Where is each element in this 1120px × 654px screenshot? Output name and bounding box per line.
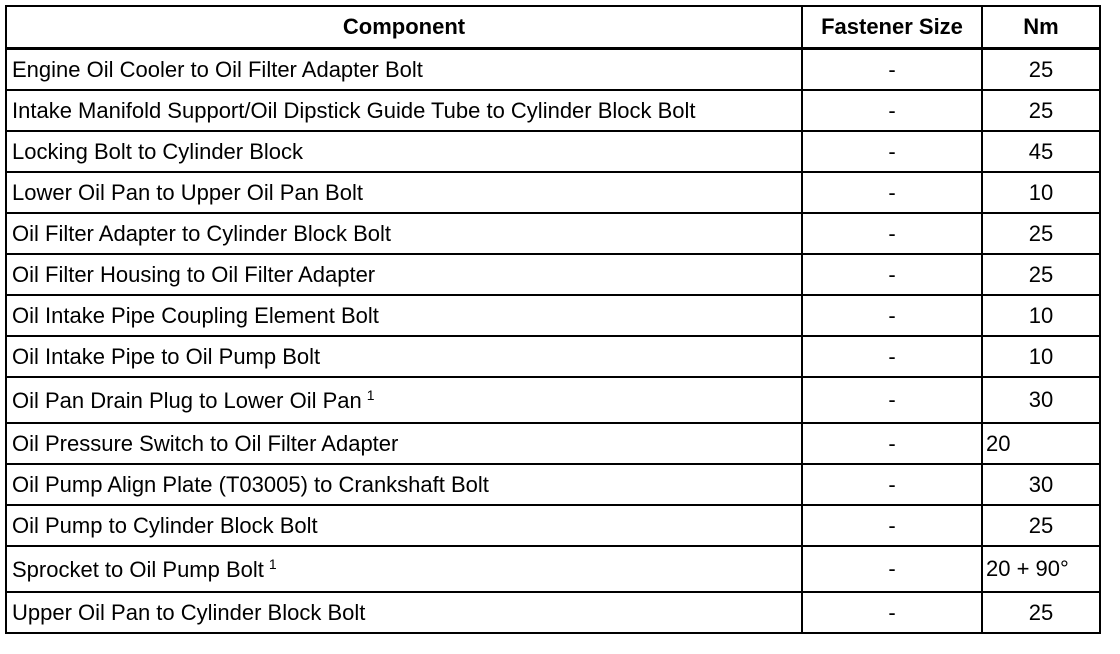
component-cell: [6, 131, 802, 172]
fastener-size-cell: -: [802, 90, 982, 131]
component-cell: [6, 213, 802, 254]
fastener-size-cell: -: [802, 295, 982, 336]
component-text: Lower Oil Pan to Upper Oil Pan Bolt: [12, 179, 363, 205]
table-row: [6, 464, 1100, 505]
component-cell: [6, 464, 802, 505]
torque-nm-cell: 10: [982, 295, 1100, 336]
footnote-marker: 1: [366, 386, 375, 403]
table-row: [6, 336, 1100, 377]
fastener-size-cell: -: [802, 423, 982, 464]
fastener-size-cell: -: [802, 377, 982, 423]
fastener-size-cell: -: [802, 546, 982, 592]
column-header-fastener-size: Fastener Size: [802, 6, 982, 49]
fastener-size-cell: -: [802, 505, 982, 546]
table-row: [6, 546, 1100, 592]
component-text: Sprocket to Oil Pump Bolt: [12, 556, 264, 582]
torque-nm-cell: 25: [982, 254, 1100, 295]
component-cell: [6, 592, 802, 633]
torque-spec-table: [5, 5, 1101, 634]
torque-nm-cell: 20: [982, 423, 1100, 464]
table-row: [6, 592, 1100, 633]
component-text: Oil Intake Pipe to Oil Pump Bolt: [12, 343, 321, 369]
table-row: [6, 131, 1100, 172]
component-cell: [6, 423, 802, 464]
torque-nm-cell: 10: [982, 172, 1100, 213]
component-text: Oil Pressure Switch to Oil Filter Adapter: [12, 430, 399, 456]
component-cell: [6, 546, 802, 592]
component-cell: [6, 505, 802, 546]
table-row: [6, 295, 1100, 336]
component-text: Oil Filter Adapter to Cylinder Block Bolt: [12, 220, 392, 246]
torque-nm-cell: 25: [982, 49, 1100, 91]
torque-nm-cell: 25: [982, 592, 1100, 633]
torque-nm-cell: 20 + 90°: [982, 546, 1100, 592]
component-text: Oil Filter Housing to Oil Filter Adapter: [12, 261, 376, 287]
fastener-size-cell: -: [802, 131, 982, 172]
torque-nm-cell: 45: [982, 131, 1100, 172]
component-text: Oil Pump to Cylinder Block Bolt: [12, 512, 318, 538]
table-row: [6, 49, 1100, 91]
column-header-nm: Nm: [982, 6, 1100, 49]
component-text: Oil Intake Pipe Coupling Element Bolt: [12, 302, 379, 328]
fastener-size-cell: -: [802, 464, 982, 505]
table-row: [6, 172, 1100, 213]
component-cell: [6, 172, 802, 213]
fastener-size-cell: -: [802, 336, 982, 377]
table-row: [6, 213, 1100, 254]
component-text: Upper Oil Pan to Cylinder Block Bolt: [12, 599, 366, 625]
table-row: [6, 377, 1100, 423]
torque-nm-cell: 30: [982, 464, 1100, 505]
fastener-size-cell: -: [802, 213, 982, 254]
component-cell: [6, 90, 802, 131]
component-cell: [6, 49, 802, 91]
component-cell: [6, 336, 802, 377]
fastener-size-cell: -: [802, 49, 982, 91]
table-row: [6, 90, 1100, 131]
table-header-row: [6, 6, 1100, 49]
component-cell: [6, 295, 802, 336]
torque-nm-cell: 30: [982, 377, 1100, 423]
table-row: [6, 505, 1100, 546]
table-row: [6, 254, 1100, 295]
component-text: Locking Bolt to Cylinder Block: [12, 138, 304, 164]
torque-nm-cell: 25: [982, 213, 1100, 254]
component-text: Oil Pan Drain Plug to Lower Oil Pan: [12, 387, 362, 413]
torque-spec-table-container: [5, 5, 1101, 634]
fastener-size-cell: -: [802, 592, 982, 633]
torque-nm-cell: 25: [982, 505, 1100, 546]
component-text: Engine Oil Cooler to Oil Filter Adapter Bolt: [12, 56, 423, 82]
component-cell: [6, 254, 802, 295]
torque-nm-cell: 10: [982, 336, 1100, 377]
column-header-component: Component: [6, 6, 802, 49]
component-text: Intake Manifold Support/Oil Dipstick Guide Tube to Cylinder Block Bolt: [12, 97, 696, 123]
fastener-size-cell: -: [802, 172, 982, 213]
component-text: Oil Pump Align Plate (T03005) to Crankshaft Bolt: [12, 471, 489, 497]
torque-nm-cell: 25: [982, 90, 1100, 131]
component-cell: [6, 377, 802, 423]
footnote-marker: 1: [268, 555, 277, 572]
table-row: [6, 423, 1100, 464]
fastener-size-cell: -: [802, 254, 982, 295]
